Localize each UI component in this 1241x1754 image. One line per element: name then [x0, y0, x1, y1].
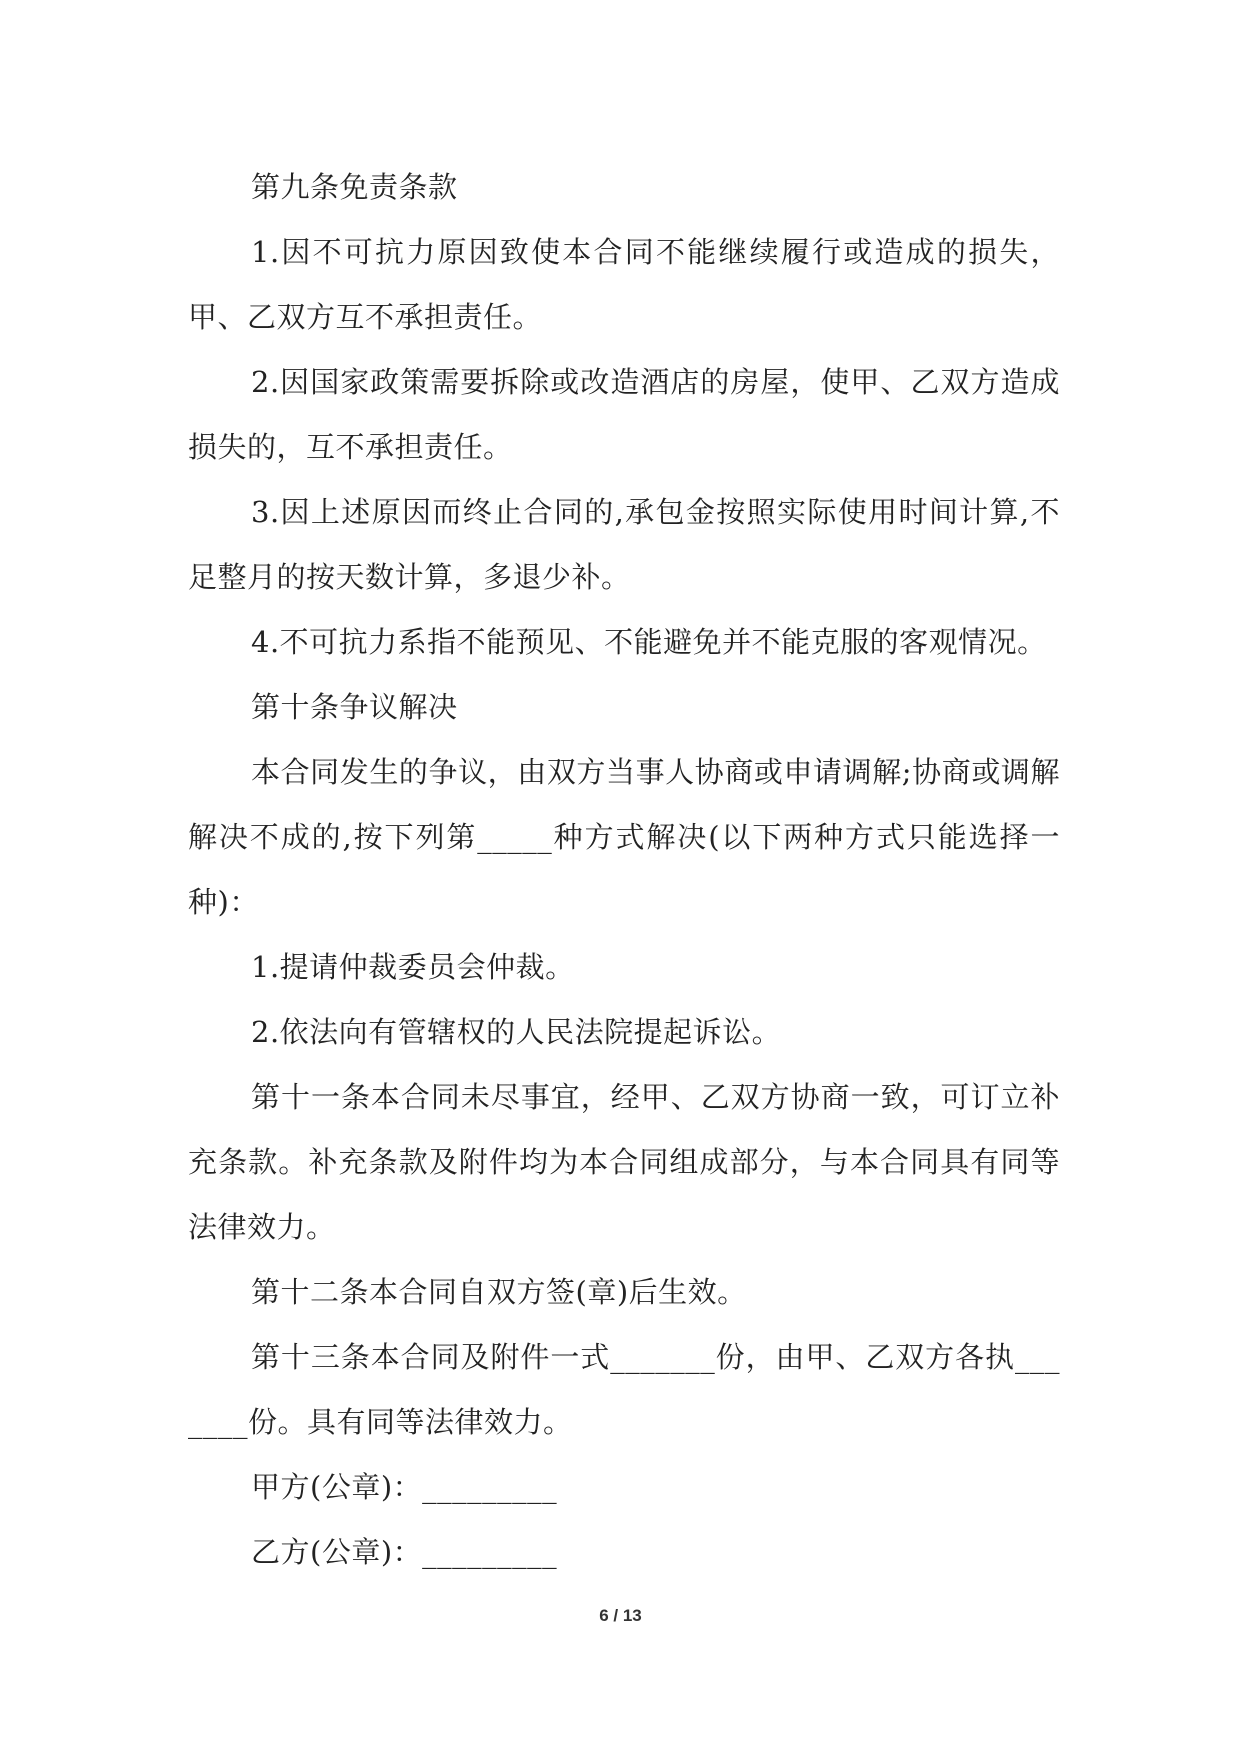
section-heading-article-9: 第九条免责条款 — [251, 170, 458, 204]
paragraph: 2.因国家政策需要拆除或改造酒店的房屋，使甲、乙双方造成损失的，互不承担责任。 — [188, 365, 1060, 464]
paragraph-article-11: 第十一条本合同未尽事宜，经甲、乙双方协商一致，可订立补充条款。补充条款及附件均为本合同组成部分，与本合同具有同等法律效力。 — [188, 1080, 1060, 1244]
paragraph: 本合同发生的争议，由双方当事人协商或申请调解;协商或调解解决不成的,按下列第_____种方式解决(以下两种方式只能选择一种)： — [188, 755, 1060, 919]
section-heading-article-10: 第十条争议解决 — [251, 690, 458, 724]
page-number: 6 / 13 — [599, 1606, 642, 1625]
paragraph: 1.因不可抗力原因致使本合同不能继续履行或造成的损失，甲、乙双方互不承担责任。 — [188, 235, 1060, 334]
document-body — [188, 155, 1060, 1585]
signature-line-party-a: 甲方(公章)：_________ — [251, 1470, 558, 1504]
paragraph: 3.因上述原因而终止合同的,承包金按照实际使用时间计算,不足整月的按天数计算，多退少补。 — [188, 495, 1060, 594]
paragraph: 4.不可抗力系指不能预见、不能避免并不能克服的客观情况。 — [251, 625, 1047, 659]
paragraph: 2.依法向有管辖权的人民法院提起诉讼。 — [251, 1015, 782, 1049]
paragraph: 1.提请仲裁委员会仲裁。 — [251, 950, 575, 984]
paragraph-article-12: 第十二条本合同自双方签(章)后生效。 — [251, 1275, 747, 1309]
paragraph-article-13: 第十三条本合同及附件一式_______份，由甲、乙双方各执_______份。具有同等法律效力。 — [188, 1340, 1060, 1439]
signature-line-party-b: 乙方(公章)：_________ — [251, 1535, 558, 1569]
